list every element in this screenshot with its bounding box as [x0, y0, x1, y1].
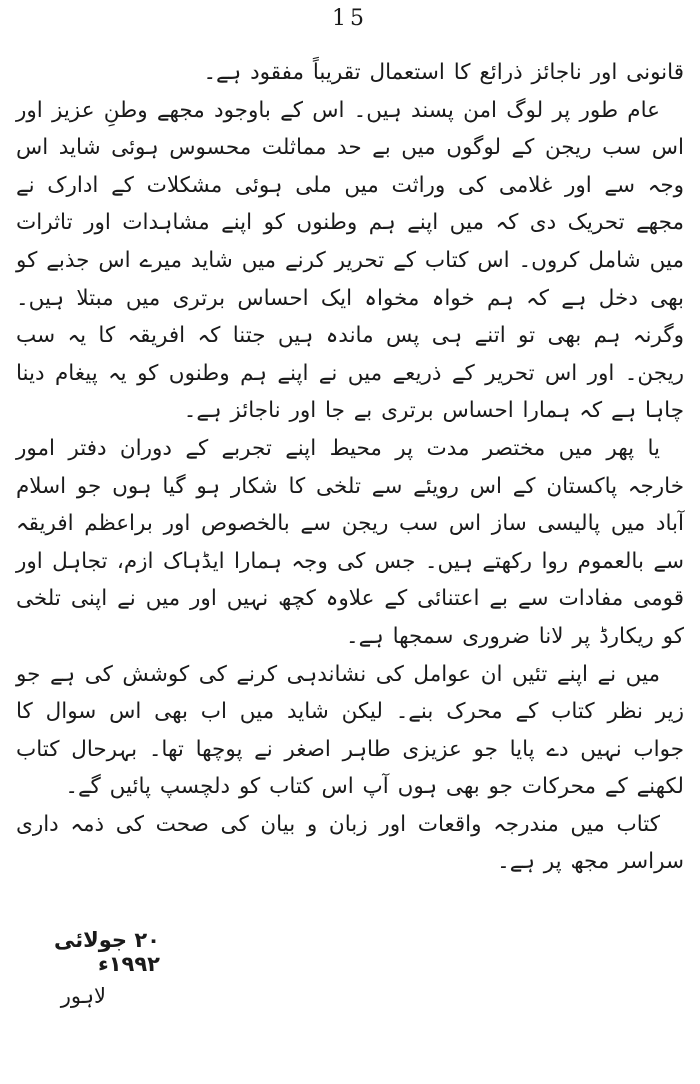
preface-text [16, 54, 684, 881]
signature-place: لاہور [60, 984, 106, 1008]
paragraph-1: قانونی اور ناجائز ذرائع کا استعمال تقریباً مفقود ہے۔ [203, 60, 684, 85]
paragraph-3: یا پھر میں مختصر مدت پر محیط اپنے تجربے کے دوران دفتر امور خارجہ پاکستان کے اس رویئے سے تلخی کا شکار ہو گیا ہوں جو اسلام آباد میں پالیسی ساز اس سب ریجن سے بالخصوص اور براعظم افریقہ سے بالعموم روا رکھتے ہیں۔ جس کی وجہ ہمارا ایڈہاک ازم، تجاہل اور قومی مفادات سے بے اعتنائی کے علاوہ کچھ نہیں اور میں نے اپنی تلخی کو ریکارڈ پر لانا ضروری سمجھا ہے۔ [16, 435, 684, 649]
signature-date: ۲۰ جولائی ۱۹۹۲ء [53, 928, 160, 976]
paragraph-2: عام طور پر لوگ امن پسند ہیں۔ اس کے باوجود مجھے وطنِ عزیز اور اس سب ریجن کے لوگوں میں بے حد مماثلت محسوس ہوئی شاید اس وجہ سے اور غلامی کی وراثت میں ملی ہوئی مشکلات کے ادارک نے مجھے تحریک دی کہ میں اپنے ہم وطنوں کو اپنے مشاہدات اور تاثرات میں شامل کروں۔ اس کتاب کے تحریر کرنے میں شاید میرے اس جذبے کو بھی دخل ہے کہ ہم خواہ مخواہ ایک احساس برتری میں مبتلا ہیں۔ وگرنہ ہم بھی تو اتنے ہی پس ماندہ ہیں جتنا کہ افریقہ کا یہ سب ریجن۔ اور اس تحریر کے ذریعے میں نے اپنے ہم وطنوں کو یہ پیغام دینا چاہا ہے کہ ہمارا احساس برتری بے جا اور ناجائز ہے۔ [16, 97, 684, 424]
paragraph-4: میں نے اپنے تئیں ان عوامل کی نشاندہی کرنے کی کوشش کی ہے جو زیر نظر کتاب کے محرک بنے۔ لیکن شاید میں اب بھی اس سوال کا جواب نہیں دے پایا جو عزیزی طاہر اصغر نے پوچھا تھا۔ بہرحال کتاب لکھنے کے محرکات جو بھی ہوں آپ اس کتاب کو دلچسپ پائیں گے۔ [16, 661, 684, 800]
paragraph-5: کتاب میں مندرجہ واقعات اور زبان و بیان کی صحت کی ذمہ داری سراسر مجھ پر ہے۔ [16, 811, 684, 875]
page-number: 15 [332, 6, 368, 31]
